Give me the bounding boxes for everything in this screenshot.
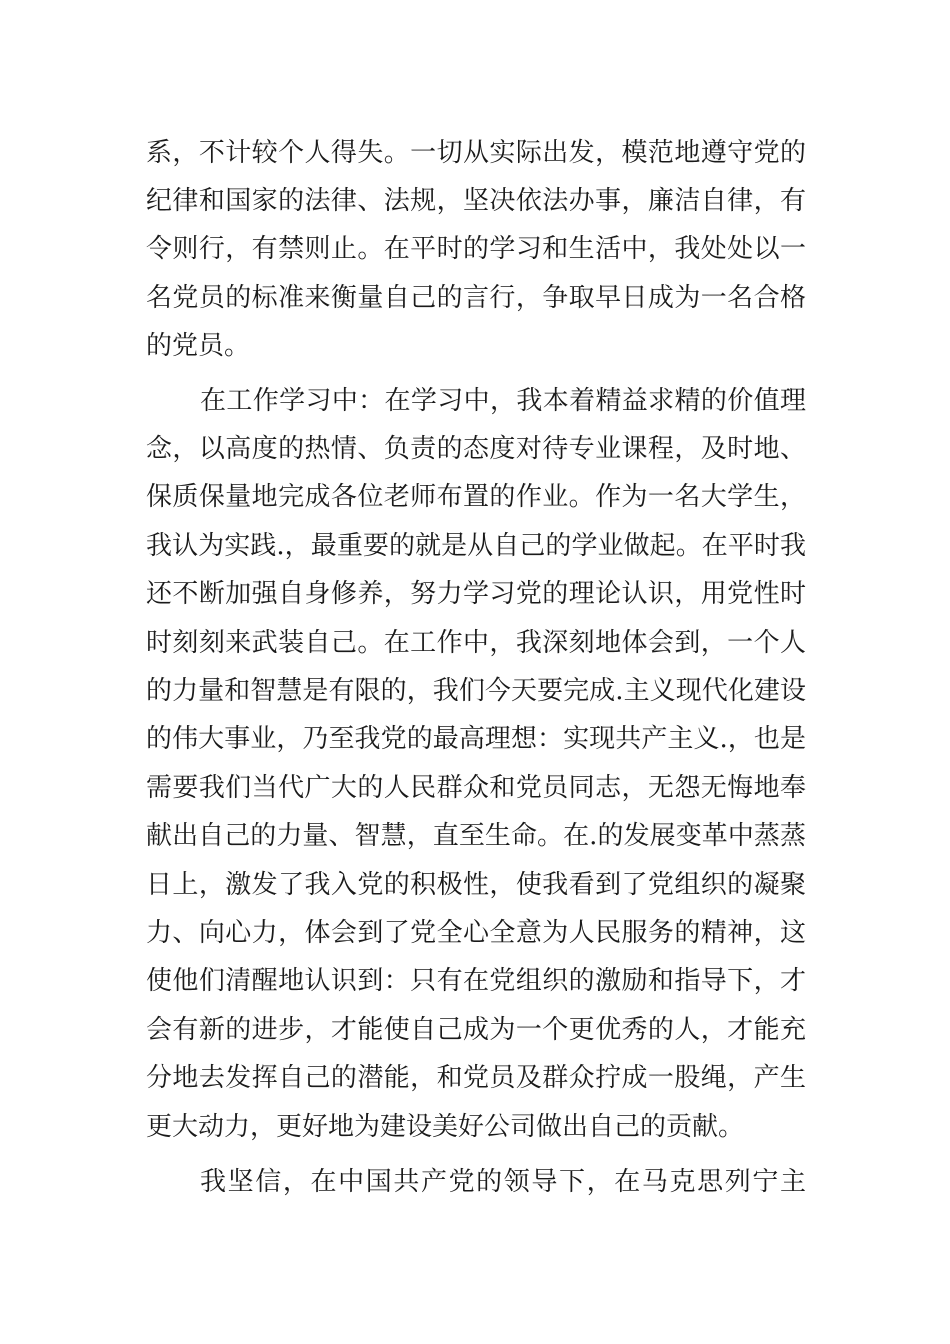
text-line: 令则行，有禁则止。在平时的学习和生活中，我处处以一 — [146, 234, 806, 264]
text-line: 时刻刻来武装自己。在工作中，我深刻地体会到，一个人 — [146, 628, 806, 658]
paragraph-first-line: 在工作学习中：在学习中，我本着精益求精的价值理 — [200, 386, 806, 416]
text-line: 的力量和智慧是有限的，我们今天要完成.主义现代化建设 — [146, 676, 806, 706]
text-line: 的党员。 — [146, 331, 251, 361]
text-line: 会有新的进步，才能使自己成为一个更优秀的人，才能充 — [146, 1015, 806, 1045]
text-line: 纪律和国家的法律、法规，坚决依法办事，廉洁自律，有 — [146, 186, 806, 216]
paragraph-first-line: 我坚信，在中国共产党的领导下，在马克思列宁主 — [200, 1167, 806, 1197]
text-line: 保质保量地完成各位老师布置的作业。作为一名大学生， — [146, 482, 806, 512]
text-line: 念，以高度的热情、负责的态度对待专业课程，及时地、 — [146, 434, 806, 464]
text-line: 分地去发挥自己的潜能，和党员及群众拧成一股绳，产生 — [146, 1063, 806, 1093]
text-line: 名党员的标准来衡量自己的言行，争取早日成为一名合格 — [146, 283, 806, 313]
text-line: 系，不计较个人得失。一切从实际出发，模范地遵守党的 — [146, 138, 806, 168]
text-line: 的伟大事业，乃至我党的最高理想：实现共产主义.，也是 — [146, 724, 806, 754]
text-line: 献出自己的力量、智慧，直至生命。在.的发展变革中蒸蒸 — [146, 821, 806, 851]
text-line: 使他们清醒地认识到：只有在党组织的激励和指导下，才 — [146, 966, 806, 996]
text-line: 需要我们当代广大的人民群众和党员同志，无怨无悔地奉 — [146, 773, 806, 803]
text-line: 我认为实践.，最重要的就是从自己的学业做起。在平时我 — [146, 531, 806, 561]
text-line: 更大动力，更好地为建设美好公司做出自己的贡献。 — [146, 1112, 745, 1142]
text-line: 还不断加强自身修养，努力学习党的理论认识，用党性时 — [146, 579, 806, 609]
text-line: 日上，激发了我入党的积极性，使我看到了党组织的凝聚 — [146, 870, 806, 900]
text-line: 力、向心力，体会到了党全心全意为人民服务的精神，这 — [146, 918, 806, 948]
